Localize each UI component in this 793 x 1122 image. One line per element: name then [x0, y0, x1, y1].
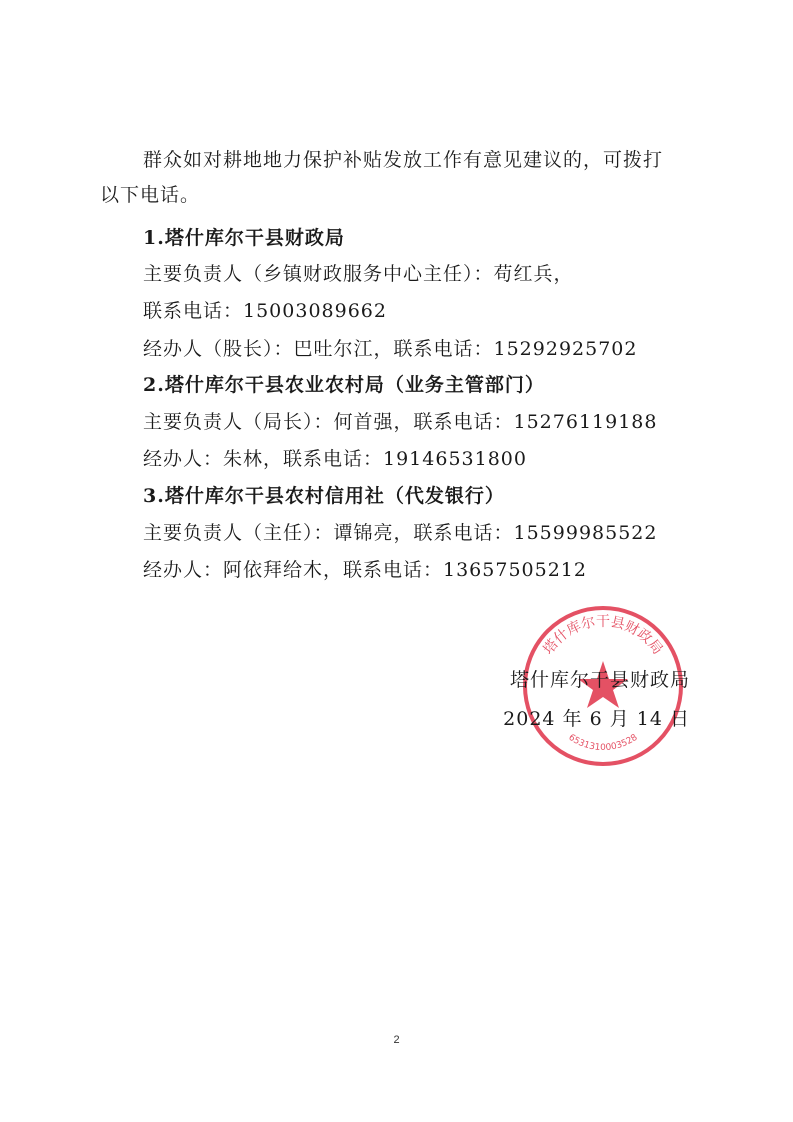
signature-date: 2024 年 6 月 14 日 [503, 708, 690, 730]
section-3-head-person: 主要负责人（主任）：谭锦亮，联系电话：15599985522 [143, 522, 658, 544]
section-2-head-person: 主要负责人（局长）：何首强，联系电话：15276119188 [143, 411, 658, 433]
intro-line-2: 以下电话。 [100, 184, 201, 206]
section-3-handler: 经办人：阿依拜给木，联系电话：13657505212 [143, 559, 587, 581]
intro-line-1: 群众如对耕地地力保护补贴发放工作有意见建议的，可拨打 [143, 149, 664, 171]
signature-org: 塔什库尔干县财政局 [509, 669, 690, 691]
section-1-heading: 1.塔什库尔干县财政局 [143, 227, 345, 249]
seal-number-text: 6531310003528 [566, 732, 640, 754]
section-2-handler: 经办人：朱林，联系电话：19146531800 [143, 448, 527, 470]
section-1-head-person: 主要负责人（乡镇财政服务中心主任）：苟红兵， [143, 263, 574, 285]
section-3-heading: 3.塔什库尔干县农村信用社（代发银行） [143, 485, 505, 507]
section-2-heading: 2.塔什库尔干县农业农村局（业务主管部门） [143, 374, 545, 396]
page-number: 2 [393, 1034, 400, 1046]
seal-org-text: 塔什库尔干县财政局 [540, 613, 666, 658]
section-1-phone: 联系电话：15003089662 [143, 300, 387, 322]
section-1-handler: 经办人（股长）：巴吐尔江，联系电话：15292925702 [143, 338, 638, 360]
